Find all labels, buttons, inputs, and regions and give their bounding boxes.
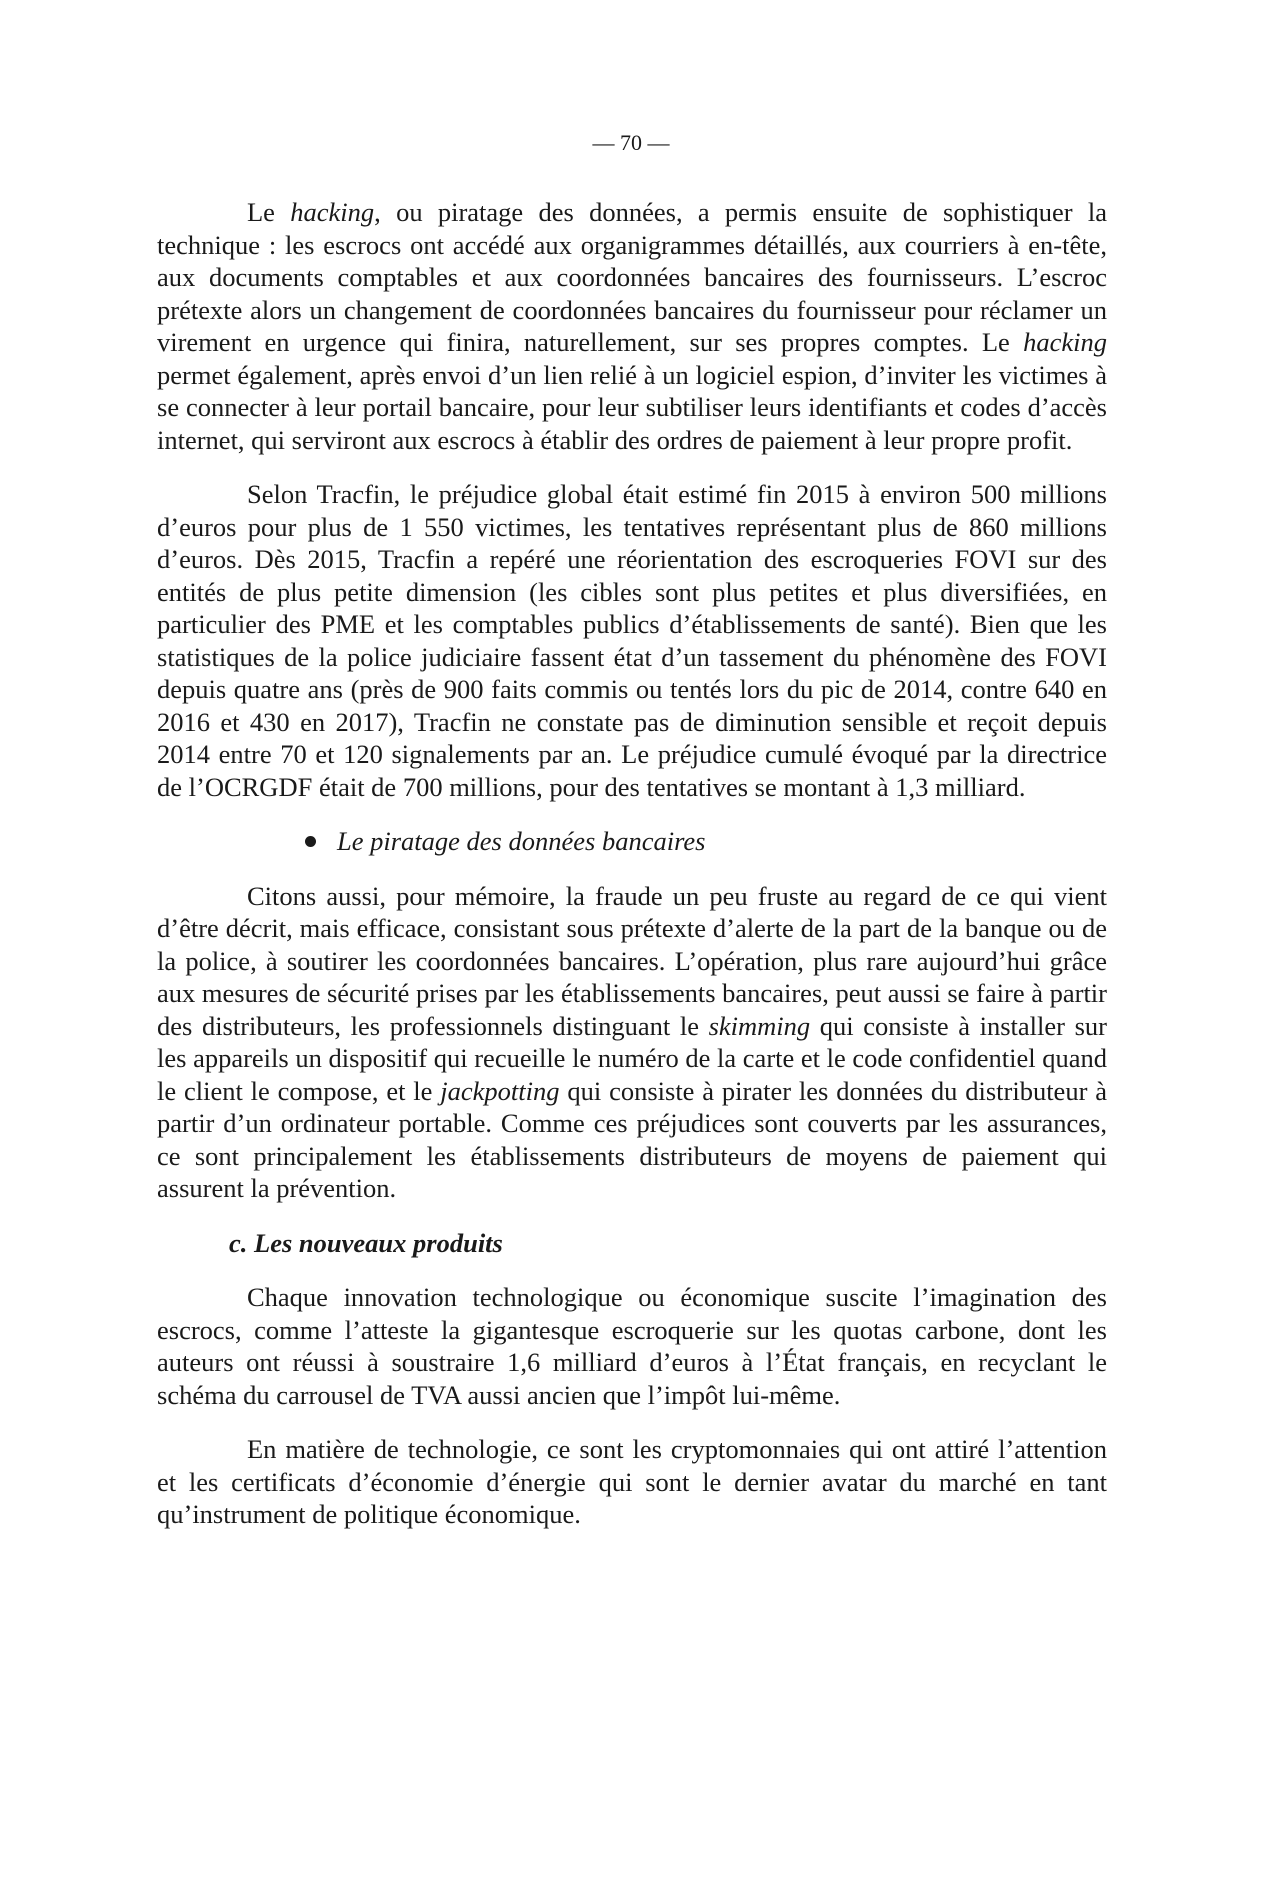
text-run: Le xyxy=(247,197,291,227)
section-heading: c. Les nouveaux produits xyxy=(229,1227,503,1258)
document-body xyxy=(157,196,1107,1531)
paragraph-card-fraud xyxy=(157,880,1107,1205)
paragraph-tracfin: Selon Tracfin, le préjudice global était estimé fin 2015 à environ 500 millions d’euros pour plus de 1 550 victimes, les tentatives représentant plus de 860 millions d’euros. Dès 2015, Tracfin a repéré une réorientation des escroqueries FOVI sur des entités de plus petite dimension (les cibles sont plus petites et plus diversifiées, en particulier des PME et les comptables publics d’établissements de santé). Bien que les statistiques de la police judiciaire fassent état d’un tassement du phénomène des FOVI depuis quatre ans (près de 900 faits commis ou tentés lors du pic de 2014, contre 640 en 2016 et 430 en 2017), Tracfin ne constate pas de diminution sensible et reçoit depuis 2014 entre 70 et 120 signalements par an. Le préjudice cumulé évoqué par la directrice de l’OCRGDF était de 700 millions, pour des tentatives se montant à 1,3 milliard. xyxy=(157,479,1107,802)
bullet-dot-icon xyxy=(305,836,316,847)
text-run: , ou piratage des données, a permis ensuite de sophistiquer la technique : les escrocs ont accédé aux organigrammes détaillés, aux courriers à en-tête, aux documents comptables et aux coordonnées bancaires des fournisseurs. L’escroc prétexte alors un changement de coordonnées bancaires du fournisseur pour réclamer un virement en urgence qui finira, naturellement, sur ses propres comptes. Le xyxy=(157,197,1107,357)
italic-term: jackpotting xyxy=(440,1075,560,1106)
text-run: permet également, après envoi d’un lien relié à un logiciel espion, d’inviter les victimes à se connecter à leur portail bancaire, pour leur subtiliser leurs identifiants et codes d’accès internet, qui serviront aux escrocs à établir des ordres de paiement à leur propre profit. xyxy=(157,359,1107,455)
bullet-heading-text: Le piratage des données bancaires xyxy=(337,826,706,856)
text-run: qui consiste à pirater les données du distributeur à partir d’un ordinateur portable. Comme ces préjudices sont couverts par les assurances, ce sont principalement les établissements distributeurs de moyens de paiement qui assurent la prévention. xyxy=(157,1075,1108,1203)
paragraph-innovation: Chaque innovation technologique ou économique suscite l’imagination des escrocs, comme l’atteste la gigantesque escroquerie sur les quotas carbone, dont les auteurs ont réussi à soustraire 1,6 milliard d’euros à l’État français, en recyclant le schéma du carrousel de TVA aussi ancien que l’impôt lui-même. xyxy=(157,1282,1107,1410)
paragraph-hacking xyxy=(157,196,1107,456)
italic-term: hacking xyxy=(290,197,375,227)
italic-term: hacking xyxy=(1023,327,1107,357)
bullet-heading xyxy=(157,825,1107,858)
paragraph-technology: En matière de technologie, ce sont les cryptomonnaies qui ont attiré l’attention et les certificats d’économie d’énergie qui sont le dernier avatar du marché en tant qu’instrument de politique économique. xyxy=(157,1434,1107,1529)
text-run: qui consiste à installer sur les appareils un dispositif qui recueille le numéro de la carte et le code confidentiel quand le client le compose, et le xyxy=(157,1010,1107,1106)
italic-term: skimming xyxy=(708,1010,811,1041)
text-run: Citons aussi, pour mémoire, la fraude un peu fruste au regard de ce qui vient d’être décrit, mais efficace, consistant sous prétexte d’alerte de la part de la banque ou de la police, à soutirer les coordonnées bancaires. L’opération, plus rare aujourd’hui grâce aux mesures de sécurité prises par les établissements bancaires, peut aussi se faire à partir des distributeurs, les professionnels distinguant le xyxy=(157,880,1107,1041)
page-number: — 70 — xyxy=(592,130,670,155)
